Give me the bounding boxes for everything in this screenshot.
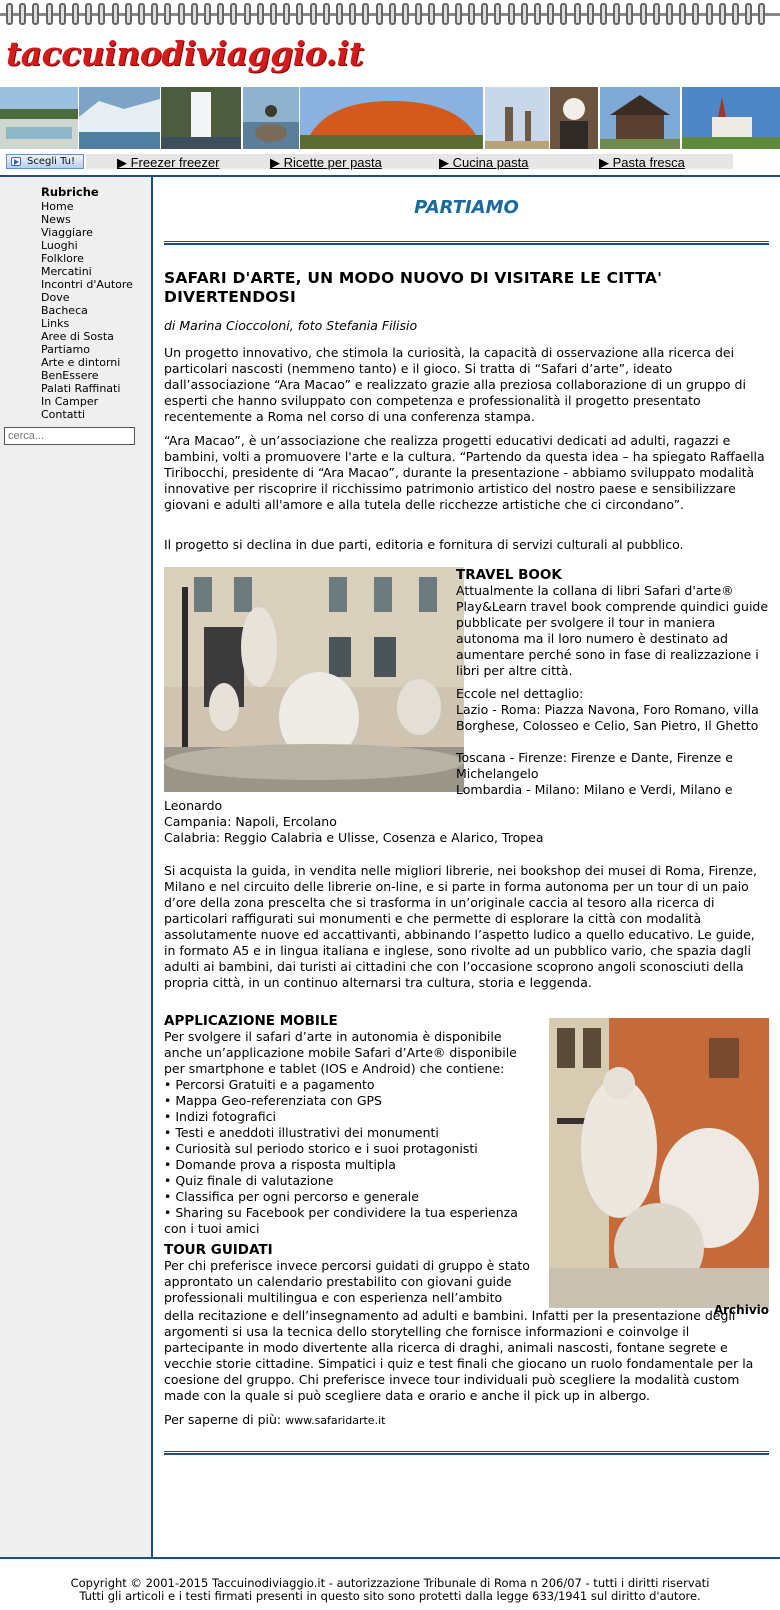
- spiral-ring: [428, 3, 435, 25]
- spiral-ring: [85, 3, 92, 25]
- header-banner: [0, 87, 780, 150]
- paragraph-guide: Si acquista la guida, in vendita nelle migliori librerie, nei bookshop dei musei di Roma, Firenze, Milano e nel circuito delle librerie on-line, e si parte in forma autonoma per un tour di un paio d’ore della zona prescelta che si trasforma in un’originale caccia al tesoro alla ricerca di particolari raffigurati sui monumenti e che permette di esplorare la città con modalità assolutamente nuove ed accattivanti, abbinando l’aspetto ludico a quello educativo. Le guide, in formato A5 e in lingua italiana e inglese, sono rivolte ad un pubblico vario, che spazia dagli adulti ai bambini, dai turisti ai cittadini che con l’occasione scoprono angoli sconosciuti della propria città, in un continuo alternarsi tra cultura, storia e leggenda.: [164, 863, 757, 990]
- article-byline: di Marina Cioccoloni, foto Stefania Filisio: [164, 318, 418, 333]
- tour-text-a: Per chi preferisce invece percorsi guidati di gruppo è stato approntato un calendario prestabilito con giovani guide professionali multilingua e con esperienza nell’ambito: [164, 1258, 530, 1305]
- spiral-ring: [692, 3, 699, 25]
- travel-book-heading: TRAVEL BOOK: [456, 567, 562, 583]
- spiral-ring: [666, 3, 673, 25]
- spiral-ring: [534, 3, 541, 25]
- sidebar-item-mercatini[interactable]: Mercatini: [41, 265, 92, 278]
- sidebar: [0, 177, 153, 1557]
- spiral-ring: [468, 3, 475, 25]
- region-lazio: Lazio - Roma: Piazza Navona, Foro Romano, villa Borghese, Colosseo e Celio, San Pietro, Il Ghetto: [456, 702, 759, 733]
- section-heading: PARTIAMO: [414, 197, 519, 218]
- nav-link-ricette-pasta[interactable]: ▶ Ricette per pasta: [270, 155, 382, 170]
- spiral-ring: [270, 3, 277, 25]
- details-intro: Eccole nel dettaglio:: [456, 686, 584, 701]
- banner-photo-glacier: [79, 87, 160, 149]
- scegli-tu-label: Scegli Tu!: [27, 156, 76, 167]
- search-input[interactable]: [4, 427, 135, 445]
- nav-link-pasta-fresca[interactable]: ▶ Pasta fresca: [599, 155, 685, 170]
- fountain-photo-1: [164, 567, 464, 792]
- spiral-ring: [442, 3, 449, 25]
- heading-divider: [164, 241, 769, 245]
- sidebar-item-folklore[interactable]: Folklore: [41, 252, 84, 265]
- tour-heading: TOUR GUIDATI: [164, 1242, 273, 1258]
- app-heading: APPLICAZIONE MOBILE: [164, 1013, 338, 1029]
- spiral-ring: [98, 3, 105, 25]
- region-calabria: Calabria: Reggio Calabria e Ulisse, Cosenza e Alarico, Tropea: [164, 830, 544, 845]
- spiral-ring: [521, 3, 528, 25]
- banner-photo-pool: [0, 87, 78, 149]
- spiral-ring: [257, 3, 264, 25]
- paragraph-project: Il progetto si declina in due parti, editoria e fornitura di servizi culturali al pubblico.: [164, 537, 684, 552]
- sidebar-item-contatti[interactable]: Contatti: [41, 408, 86, 421]
- spiral-ring: [283, 3, 290, 25]
- spiral-ring: [494, 3, 501, 25]
- spiral-ring: [574, 3, 581, 25]
- spiral-ring: [640, 3, 647, 25]
- play-icon: [11, 157, 21, 166]
- nav-link-cucina-pasta[interactable]: ▶ Cucina pasta: [439, 155, 529, 170]
- spiral-ring: [151, 3, 158, 25]
- sidebar-item-luoghi[interactable]: Luoghi: [41, 239, 78, 252]
- sidebar-item-benessere[interactable]: BenEssere: [41, 369, 99, 382]
- spiral-ring: [745, 3, 752, 25]
- spiral-ring: [402, 3, 409, 25]
- spiral-ring: [719, 3, 726, 25]
- app-text: Per svolgere il safari d’arte in autonomia è disponibile anche un’applicazione mobile Safari d’Arte® disponibile per smartphone e tablet (IOS e Android) che contiene:: [164, 1029, 517, 1076]
- more-info: [164, 1412, 769, 1429]
- sidebar-item-aree-sosta[interactable]: Aree di Sosta: [41, 330, 114, 343]
- spiral-ring: [547, 3, 554, 25]
- spiral-ring: [600, 3, 607, 25]
- app-feature-item: • Percorsi Gratuiti e a pagamento: [164, 1077, 375, 1092]
- sidebar-item-links[interactable]: Links: [41, 317, 70, 330]
- spiral-ring: [376, 3, 383, 25]
- safaridarte-link[interactable]: www.safaridarte.it: [285, 1414, 386, 1427]
- sidebar-item-partiamo[interactable]: Partiamo: [41, 343, 90, 356]
- banner-photo-uluru: [300, 87, 483, 149]
- spiral-ring: [455, 3, 462, 25]
- region-campania: Campania: Napoli, Ercolano: [164, 814, 337, 829]
- spiral-ring: [125, 3, 132, 25]
- spiral-ring: [758, 3, 765, 25]
- spiral-ring: [244, 3, 251, 25]
- app-feature-item: • Curiosità sul periodo storico e i suoi protagonisti: [164, 1141, 478, 1156]
- article-end-divider: [164, 1451, 769, 1455]
- spiral-ring: [217, 3, 224, 25]
- banner-photo-church: [682, 87, 780, 149]
- frame-bottom-border: [0, 1557, 780, 1559]
- site-logo[interactable]: taccuinodiviaggio.it: [6, 34, 364, 73]
- spiral-ring: [204, 3, 211, 25]
- more-info-label: Per saperne di più:: [164, 1412, 282, 1427]
- scegli-tu-button[interactable]: [6, 154, 84, 169]
- spiral-ring: [164, 3, 171, 25]
- spiral-ring: [415, 3, 422, 25]
- sidebar-item-viaggiare[interactable]: Viaggiare: [41, 226, 93, 239]
- app-feature-item: • Quiz finale di valutazione: [164, 1173, 334, 1188]
- spiral-ring: [296, 3, 303, 25]
- fountain-photo-2: [549, 1018, 769, 1308]
- spiral-ring: [230, 3, 237, 25]
- spiral-ring: [349, 3, 356, 25]
- spiral-ring: [178, 3, 185, 25]
- spiral-ring: [679, 3, 686, 25]
- ad-links-bar: [86, 154, 733, 169]
- app-feature-item: • Sharing su Facebook per condividere la tua esperienza con i tuoi amici: [164, 1205, 518, 1236]
- spiral-ring: [706, 3, 713, 25]
- spiral-ring: [323, 3, 330, 25]
- sidebar-item-arte[interactable]: Arte e dintorni: [41, 356, 121, 369]
- tour-block: [164, 1242, 534, 1306]
- sidebar-item-home[interactable]: Home: [41, 200, 74, 213]
- footer-copyright: Copyright © 2001-2015 Taccuinodiviaggio.it - autorizzazione Tribunale di Roma n 206/07 - tutti i diritti riservati: [70, 1576, 710, 1590]
- tour-text-b: della recitazione e dell’insegnamento ad adulti e bambini. Infatti per la presentazione degli argomenti si usa la tecnica dello storytelling che fornisce informazioni e coinvolge il partecipante in modo divertente alla ricerca di draghi, animali nascosti, fontane segrete e vecchie storie cittadine. Simpatici i quiz e test finali che giocano un ruolo fondamentale per la coesione del gruppo. Chi preferisce invece tour individuali può scegliere la modalità custom made con la quale si può scegliere data e orario e anche il pick up in albergo.: [164, 1308, 754, 1403]
- banner-photo-mermaid: [243, 87, 299, 149]
- spiral-ring: [481, 3, 488, 25]
- paragraph-ara-macao: “Ara Macao”, è un’associazione che realizza progetti educativi dedicati ad adulti, ragazzi e bambini, volti a promuovere l'arte e la cultura. “Partendo da questa idea – ha spiegato Raffaella Tiribocchi, presidente di “Ara Macao”, durante la presentazione - abbiamo sviluppato modalità innovative per riscoprire il ricchissimo patrimonio artistico del nostro paese e sensibilizzare giovani e adulti all'amore e alla tutela delle ricchezze artistiche che ci circondano”.: [164, 433, 765, 512]
- article-title: SAFARI D'ARTE, UN MODO NUOVO DI VISITARE LE CITTA' DIVERTENDOSI: [164, 269, 663, 306]
- travel-book-block: [456, 567, 769, 679]
- app-feature-item: • Domande prova a risposta multipla: [164, 1157, 396, 1172]
- spiral-ring: [336, 3, 343, 25]
- banner-photo-portrait: [550, 87, 598, 149]
- sidebar-item-palati[interactable]: Palati Raffinati: [41, 382, 121, 395]
- spiral-ring: [732, 3, 739, 25]
- spiral-ring: [72, 3, 79, 25]
- footer-rights: Tutti gli articoli e i testi firmati presenti in questo sito sono protetti dalla legge 633/1941 sul diritto d'autore.: [79, 1589, 701, 1603]
- travel-book-text: Attualmente la collana di libri Safari d'arte® Play&Learn travel book comprende quindici guide pubblicate per svolgere il tour in maniera autonoma ma il loro numero è destinato ad aumentare perché sono in fase di realizzazione i libri per altre città.: [456, 583, 769, 678]
- spiral-ring: [508, 3, 515, 25]
- app-feature-item: • Mappa Geo-referenziata con GPS: [164, 1093, 382, 1108]
- top-navigation: [0, 152, 780, 172]
- spiral-ring: [626, 3, 633, 25]
- spiral-ring: [59, 3, 66, 25]
- sidebar-item-bacheca[interactable]: Bacheca: [41, 304, 88, 317]
- spiral-ring: [613, 3, 620, 25]
- sidebar-item-dove[interactable]: Dove: [41, 291, 70, 304]
- spiral-ring: [32, 3, 39, 25]
- spiral-ring: [310, 3, 317, 25]
- banner-photo-hut: [600, 87, 680, 149]
- nav-link-freezer[interactable]: ▶ Freezer freezer: [117, 155, 220, 170]
- paragraph-intro: Un progetto innovativo, che stimola la curiosità, la capacità di osservazione alla ricerca dei particolari nascosti (nemmeno tanto) e il gioco. Si tratta di “Safari d’arte”, ideato dall’associazione “Ara Macao” e realizzato grazie alla preziosa collaborazione di un gruppo di esperti che hanno sviluppato con competenza e professionalità il progetto presentato recentemente a Roma nel corso di una conferenza stampa.: [164, 345, 746, 424]
- spiral-ring: [560, 3, 567, 25]
- spiral-ring: [19, 3, 26, 25]
- app-feature-item: • Testi e aneddoti illustrativi dei monumenti: [164, 1125, 439, 1140]
- spiral-ring: [191, 3, 198, 25]
- spiral-ring: [362, 3, 369, 25]
- region-lombardia-b: Leonardo: [164, 798, 223, 813]
- app-feature-item: • Classifica per ogni percorso e generale: [164, 1189, 419, 1204]
- sidebar-item-news[interactable]: News: [41, 213, 71, 226]
- spiral-ring: [587, 3, 594, 25]
- spiral-ring: [653, 3, 660, 25]
- spiral-ring: [138, 3, 145, 25]
- spiral-ring: [112, 3, 119, 25]
- archive-link[interactable]: Archivio: [713, 1303, 769, 1317]
- footer: [0, 1577, 780, 1603]
- banner-photo-waterfall: [161, 87, 241, 149]
- region-toscana: Toscana - Firenze: Firenze e Dante, Firenze e Michelangelo: [456, 750, 733, 781]
- app-feature-item: • Indizi fotografici: [164, 1109, 276, 1124]
- sidebar-item-camper[interactable]: In Camper: [41, 395, 99, 408]
- app-block: [164, 1013, 534, 1237]
- spiral-ring: [6, 3, 13, 25]
- spiral-binding: [0, 0, 780, 30]
- sidebar-title: Rubriche: [41, 185, 99, 199]
- spiral-ring: [389, 3, 396, 25]
- region-lombardia-a: Lombardia - Milano: Milano e Verdi, Milano e: [456, 782, 733, 797]
- banner-photo-baobab: [485, 87, 549, 149]
- spiral-ring: [46, 3, 53, 25]
- sidebar-item-incontri[interactable]: Incontri d'Autore: [41, 278, 133, 291]
